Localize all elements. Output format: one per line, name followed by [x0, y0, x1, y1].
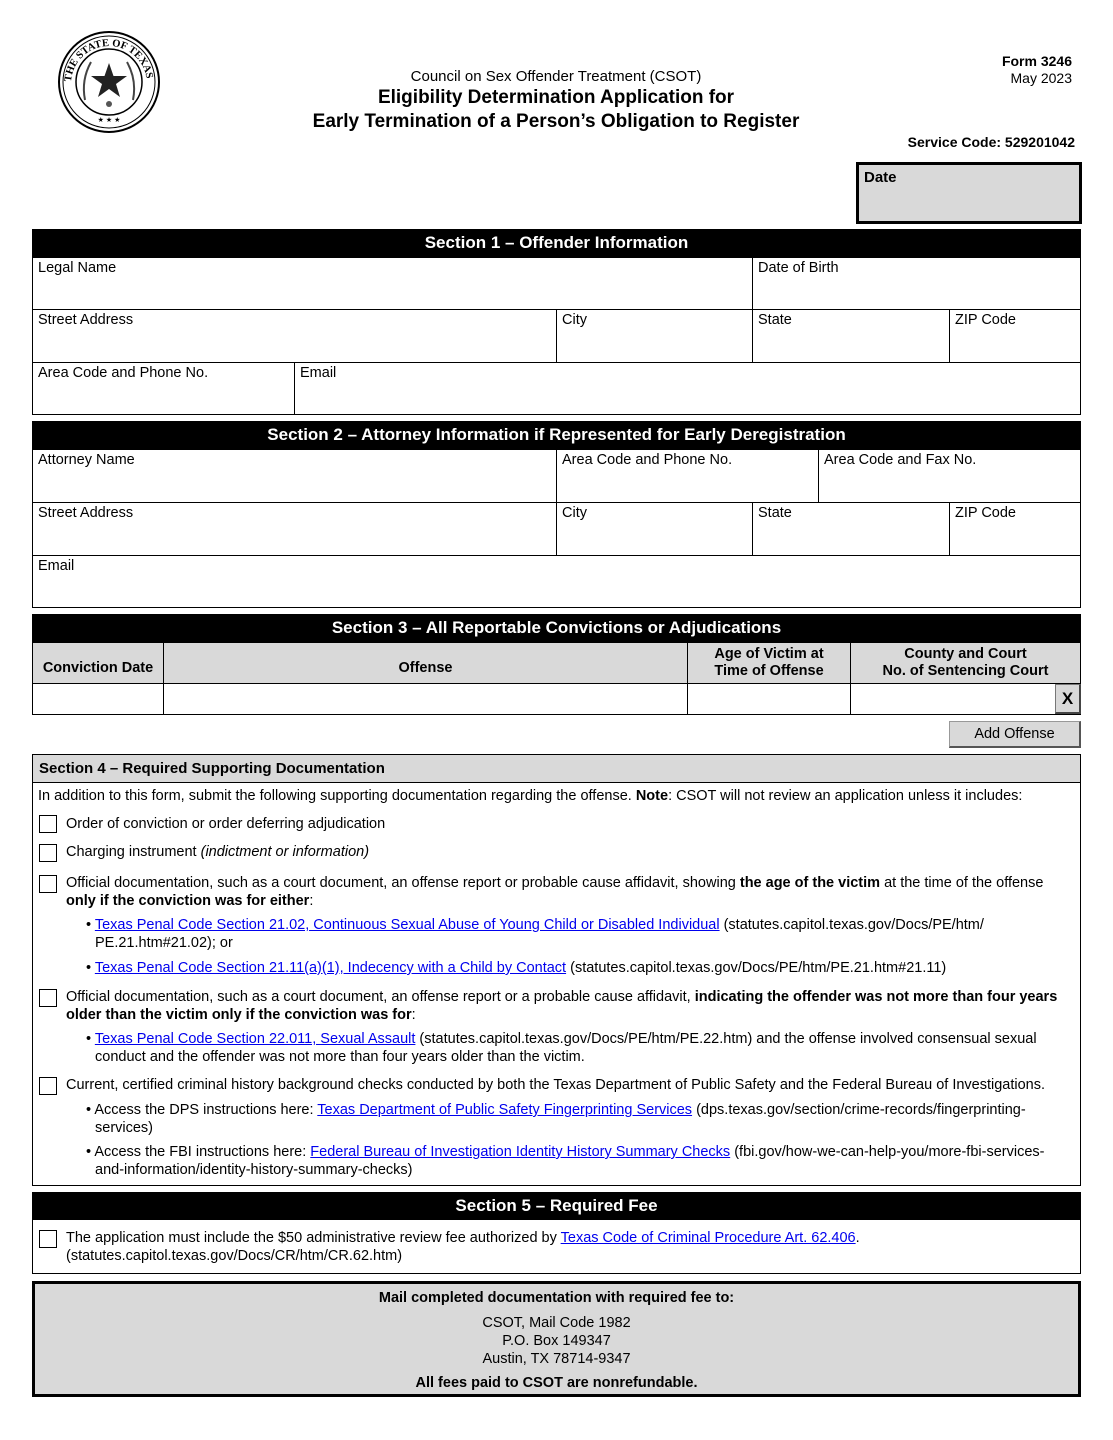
url-text: (statutes.capitol.texas.gov/Docs/PE/htm/PE.21.htm#21.11): [566, 960, 947, 976]
offender-phone-field[interactable]: [32, 362, 295, 415]
svg-text:★ ★ ★: ★ ★ ★: [97, 117, 121, 124]
bullet-text: Access the FBI instructions here:: [94, 1144, 311, 1160]
mailing-address-line3: Austin, TX 78714-9347: [482, 1351, 631, 1367]
attorney-name-label: Attorney Name: [38, 452, 135, 468]
required-fee-text: [66, 1229, 1076, 1265]
url-text: (statutes.capitol.texas.gov/Docs/PE/htm/PE.22.htm) and the offense involved consensual sexual: [415, 1031, 1037, 1047]
note-label: Note: [635, 788, 669, 804]
url-text: (fbi.gov/how-we-can-help-you/more-fbi-services-: [730, 1144, 1045, 1160]
add-offense-button[interactable]: Add Offense: [949, 721, 1081, 748]
form-date: May 2023: [1010, 70, 1072, 86]
column-label: Offense: [398, 660, 453, 676]
url-text-cont: and-information/identity-history-summary-checks): [95, 1162, 413, 1178]
mailing-address-line1: CSOT, Mail Code 1982: [482, 1315, 631, 1331]
attorney-city-field[interactable]: [556, 502, 753, 556]
offender-street-address-field[interactable]: [32, 309, 557, 363]
checkbox-age-of-victim-doc[interactable]: [39, 875, 57, 893]
mailing-heading: Mail completed documentation with required fee to:: [378, 1290, 735, 1306]
date-field[interactable]: [856, 162, 1082, 224]
attorney-street-label: Street Address: [38, 505, 134, 521]
item-text: Charging instrument: [66, 844, 197, 860]
state-label: State: [758, 312, 792, 328]
column-header-age-of-victim: [687, 642, 851, 684]
item-italic-note: (indictment or information): [200, 844, 370, 860]
date-label: Date: [864, 169, 897, 186]
item-bold: indicating the offender was not more than four years: [694, 989, 1058, 1005]
section1-header: Section 1 – Offender Information: [32, 229, 1081, 257]
item-age-of-victim-doc: [66, 874, 1076, 910]
column-header-county-court: [850, 642, 1081, 684]
offender-email-field[interactable]: [294, 362, 1081, 415]
attorney-phone-label: Area Code and Phone No.: [562, 452, 733, 468]
attorney-zip-label: ZIP Code: [955, 505, 1016, 521]
checkbox-charging-instrument[interactable]: [39, 844, 57, 862]
council-name: Council on Sex Offender Treatment (CSOT): [410, 68, 702, 85]
attorney-email-field[interactable]: [32, 555, 1081, 608]
attorney-name-field[interactable]: [32, 449, 557, 503]
county-court-input[interactable]: [850, 683, 1081, 715]
url-text-cont: services): [95, 1120, 154, 1136]
bullet-dot: •: [86, 1144, 95, 1160]
attorney-zip-field[interactable]: [949, 502, 1081, 556]
bullet-text: Access the DPS instructions here:: [94, 1102, 318, 1118]
link-penal-code-21-11[interactable]: Texas Penal Code Section 21.11(a)(1), Indecency with a Child by Contact: [94, 960, 567, 976]
link-fbi-identity-history[interactable]: Federal Bureau of Investigation Identity History Summary Checks: [310, 1144, 731, 1160]
url-text: (dps.texas.gov/section/crime-records/fingerprinting-: [692, 1102, 1026, 1118]
column-label-line2: No. of Sentencing Court: [882, 663, 1049, 679]
attorney-street-address-field[interactable]: [32, 502, 557, 556]
bullet-dot: •: [86, 960, 95, 976]
attorney-fax-label: Area Code and Fax No.: [824, 452, 977, 468]
city-label: City: [562, 312, 587, 328]
item-tail: :: [411, 1007, 416, 1023]
form-title-line2: Early Termination of a Person’s Obligation to Register: [312, 111, 800, 132]
item-charging-instrument: [66, 843, 369, 861]
bullet-dot: •: [86, 917, 95, 933]
column-header-conviction-date: [32, 642, 164, 684]
item-bold: older than the victim only if the conviction was for: [66, 1007, 412, 1023]
fee-punct: .: [855, 1230, 860, 1246]
legal-name-field[interactable]: [32, 257, 753, 310]
item-background-checks: Current, certified criminal history background checks conducted by both the Texas Department of Public Safety and the Federal Bureau of Investigations.: [66, 1077, 1046, 1093]
section4-header: Section 4 – Required Supporting Documentation: [32, 754, 1081, 783]
item-text: at the time of the offense: [884, 875, 1044, 891]
svg-text:THE STATE OF TEXAS: THE STATE OF TEXAS: [62, 37, 155, 83]
bullet-dps-instructions: [86, 1101, 1076, 1137]
checkbox-required-fee[interactable]: [39, 1230, 57, 1248]
item-bold: the age of the victim: [739, 875, 881, 891]
fee-url-text: (statutes.capitol.texas.gov/Docs/CR/htm/CR.62.htm): [66, 1248, 403, 1264]
date-of-birth-field[interactable]: [752, 257, 1081, 310]
offender-state-field[interactable]: [752, 309, 950, 363]
bullet-penal-code-21-02: [86, 916, 1076, 952]
email-label: Email: [300, 365, 337, 381]
column-label-line1: Age of Victim at: [714, 646, 824, 662]
link-penal-code-21-02[interactable]: Texas Penal Code Section 21.02, Continuous Sexual Abuse of Young Child or Disabled Individual: [94, 917, 720, 933]
conviction-date-input[interactable]: [32, 683, 164, 715]
column-label-line1: County and Court: [904, 646, 1027, 662]
attorney-fax-field[interactable]: [818, 449, 1081, 503]
item-order-of-conviction: Order of conviction or order deferring adjudication: [66, 816, 386, 832]
fee-text: The application must include the $50 administrative review fee authorized by: [66, 1230, 561, 1246]
link-code-criminal-procedure-62-406[interactable]: Texas Code of Criminal Procedure Art. 62.406: [560, 1230, 856, 1246]
age-of-victim-input[interactable]: [687, 683, 851, 715]
section4-intro: [38, 787, 1078, 805]
attorney-state-field[interactable]: [752, 502, 950, 556]
offender-city-field[interactable]: [556, 309, 753, 363]
url-text: (statutes.capitol.texas.gov/Docs/PE/htm/: [719, 917, 984, 933]
item-age-difference-doc: [66, 988, 1076, 1024]
bullet-penal-code-22-011: [86, 1030, 1076, 1066]
remove-offense-button[interactable]: X: [1055, 684, 1081, 714]
item-bold: only if the conviction was for either: [66, 893, 310, 909]
section5-header: Section 5 – Required Fee: [32, 1192, 1081, 1220]
zip-label: ZIP Code: [955, 312, 1016, 328]
section3-header: Section 3 – All Reportable Convictions or Adjudications: [32, 614, 1081, 642]
mailing-instructions: [32, 1281, 1081, 1397]
form-header: [240, 68, 872, 134]
item-text: Official documentation, such as a court document, an offense report or a probable cause affidavit,: [66, 989, 691, 1005]
date-of-birth-label: Date of Birth: [758, 260, 839, 276]
mailing-address-line2: P.O. Box 149347: [502, 1333, 611, 1349]
item-text: Official documentation, such as a court document, an offense report or probable cause affidavit, showing: [66, 875, 736, 891]
nonrefundable-notice: All fees paid to CSOT are nonrefundable.: [415, 1375, 698, 1391]
phone-label: Area Code and Phone No.: [38, 365, 209, 381]
form-number: Form 3246: [1001, 53, 1072, 69]
note-text: : CSOT will not review an application unless it includes:: [668, 788, 1023, 804]
offense-input[interactable]: [163, 683, 688, 715]
link-dps-fingerprinting[interactable]: Texas Department of Public Safety Fingerprinting Services: [317, 1102, 693, 1118]
attorney-phone-field[interactable]: [556, 449, 819, 503]
section2-header: Section 2 – Attorney Information if Represented for Early Deregistration: [32, 421, 1081, 449]
attorney-state-label: State: [758, 505, 792, 521]
column-label-line2: Time of Offense: [714, 663, 824, 679]
bullet-fbi-instructions: [86, 1143, 1076, 1179]
link-penal-code-22-011[interactable]: Texas Penal Code Section 22.011, Sexual Assault: [94, 1031, 416, 1047]
url-text-cont: conduct and the offender was not more than four years older than the victim.: [95, 1049, 585, 1065]
intro-text: In addition to this form, submit the following supporting documentation regarding the offense.: [38, 788, 632, 804]
offender-zip-field[interactable]: [949, 309, 1081, 363]
street-address-label: Street Address: [38, 312, 134, 328]
bullet-penal-code-21-11: [86, 959, 1076, 977]
service-code: Service Code: 529201042: [907, 134, 1075, 150]
legal-name-label: Legal Name: [38, 260, 117, 276]
bullet-dot: •: [86, 1102, 95, 1118]
checkbox-order-of-conviction[interactable]: [39, 815, 57, 833]
texas-state-seal-icon: [57, 30, 161, 134]
checkbox-background-checks[interactable]: [39, 1077, 57, 1095]
bullet-dot: •: [86, 1031, 95, 1047]
column-header-offense: [163, 642, 688, 684]
url-text-cont: PE.21.htm#21.02); or: [95, 935, 233, 951]
checkbox-age-difference-doc[interactable]: [39, 989, 57, 1007]
attorney-email-label: Email: [38, 558, 75, 574]
form-title-line1: Eligibility Determination Application for: [377, 87, 735, 108]
attorney-city-label: City: [562, 505, 587, 521]
form-number-block: [1002, 53, 1072, 87]
item-tail: :: [309, 893, 314, 909]
column-label: Conviction Date: [42, 660, 154, 676]
